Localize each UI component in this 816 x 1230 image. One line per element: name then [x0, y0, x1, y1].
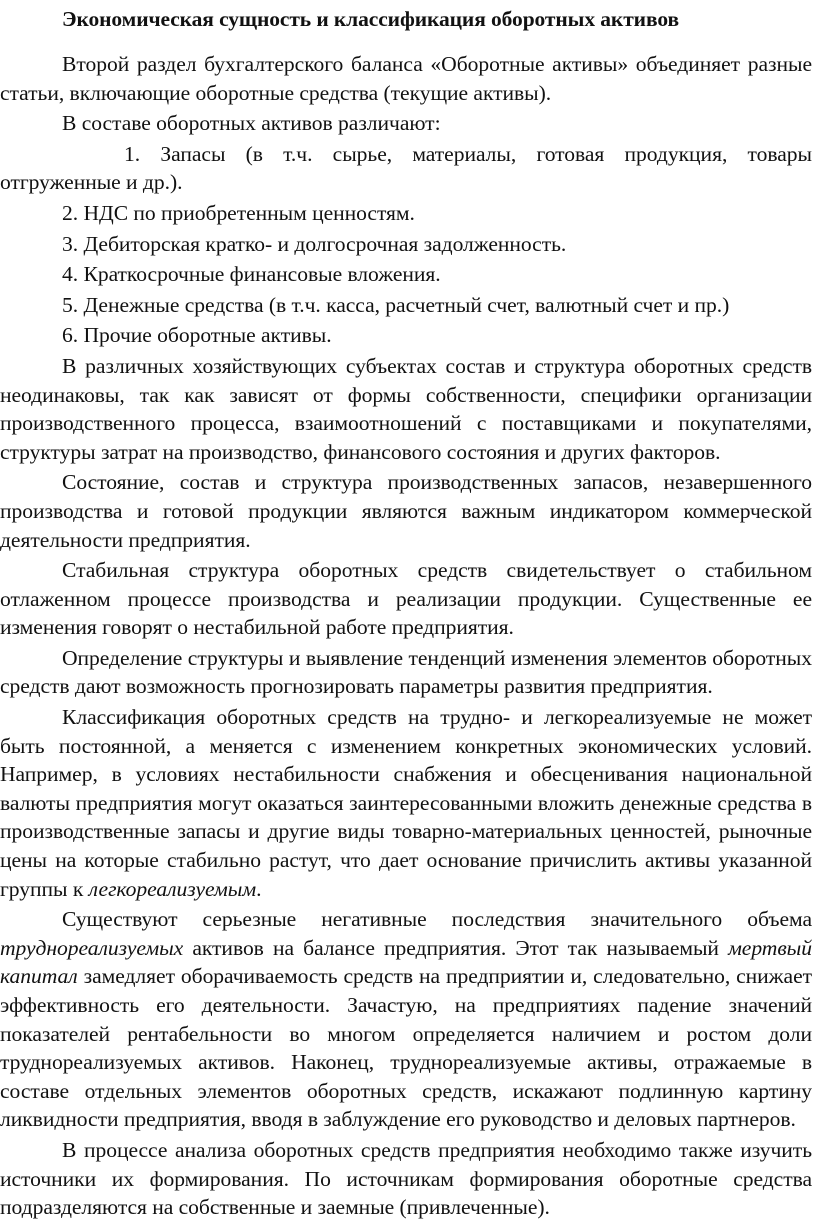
list-item — [0, 230, 812, 259]
list-item-number: 5. — [62, 292, 79, 317]
list-item-number: 3. — [62, 231, 79, 256]
paragraph-classify — [0, 703, 812, 903]
list-item-text: Дебиторская кратко- и долгосрочная задолженность. — [83, 231, 567, 256]
list-item-number: 4. — [62, 262, 79, 287]
paragraph-intro: Второй раздел бухгалтерского баланса «Оборотные активы» объединяет разные статьи, включающие оборотные средства (текущие активы). — [0, 52, 812, 105]
list-item — [0, 321, 812, 350]
list-item-text: Прочие оборотные активы. — [83, 323, 332, 348]
list-item-number: 2. — [62, 200, 79, 225]
paragraph-state: Состояние, состав и структура производственных запасов, незавершенного производства и готовой продукции являются важным индикатором коммерческой деятельности предприятия. — [0, 470, 812, 552]
paragraph-consequences-part2: активов на балансе предприятия. Этот так называемый — [183, 935, 729, 960]
list-item-text: Денежные средства (в т.ч. касса, расчетный счет, валютный счет и пр.) — [83, 292, 730, 317]
list-item — [0, 140, 812, 197]
list-item — [0, 260, 812, 289]
list-item-number: 1. — [124, 141, 141, 166]
emphasis-easily-realizable: легкореализуемым — [88, 876, 257, 901]
list-item-number: 6. — [62, 323, 79, 348]
list-item-text: Запасы (в т.ч. сырье, материалы, готовая продукция, товары отгруженные и др.). — [0, 141, 812, 195]
emphasis-hard-to-realize: труднореализуемых — [0, 935, 184, 960]
paragraph-list-lead: В составе оборотных активов различают: — [62, 111, 441, 136]
document-title: Экономическая сущность и классификация оборотных активов — [62, 7, 679, 31]
list-item — [0, 199, 812, 228]
list-item — [0, 291, 812, 320]
paragraph-classify-end: . — [256, 876, 262, 901]
paragraph-consequences-part3: замедляет оборачиваемость средств на предприятии и, следовательно, снижает эффективность его деятельности. Зачастую, на предприятиях падение значений показателей рентабельности во многом определяется наличием и ростом доли труднореализуемых активов. Наконец, труднореализуемые активы, отражаемые в составе отдельных элементов оборотных средств, искажают подлинную картину ликвидности предприятия, вводя в заблуждение его руководство и деловых партнеров. — [0, 964, 812, 1132]
paragraph-consequences-part1: Существуют серьезные негативные последствия значительного объема — [62, 907, 812, 932]
paragraph-classify-text: Классификация оборотных средств на трудно- и легкореализуемые не может быть постоянной, а меняется с изменением конкретных экономических условий. Например, в условиях нестабильности снабжения и обесценивания национальной валюты предприятия могут оказаться заинтересованными вложить денежные средства в производственные запасы и другие виды товарно-материальных ценностей, рыночные цены на которые стабильно растут, что дает основание причислить активы указанной группы к — [0, 705, 812, 901]
emphasis-dead-capital: мертвый капитал — [0, 935, 812, 989]
paragraph-stable: Стабильная структура оборотных средств свидетельствует о стабильном отлаженном процессе производства и реализации продукции. Существенные ее изменения говорят о нестабильной работе предприятия. — [0, 558, 812, 640]
paragraph-define: Определение структуры и выявление тенденций изменения элементов оборотных средств дают возможность прогнозировать параметры развития предприятия. — [0, 645, 812, 699]
list-item-text: НДС по приобретенным ценностям. — [83, 200, 415, 225]
list-item-text: Краткосрочные финансовые вложения. — [83, 262, 441, 287]
paragraph-consequences — [0, 905, 812, 1134]
assets-list — [0, 140, 812, 350]
paragraph-sources: В процессе анализа оборотных средств предприятия необходимо также изучить источники их формирования. По источникам формирования оборотные средства подразделяются на собственные и заемные (привлеченные). — [0, 1137, 812, 1220]
paragraph-structure: В различных хозяйствующих субъектах состав и структура оборотных средств неодинаковы, так как зависят от формы собственности, специфики организации производственного процесса, взаимоотношений с поставщиками и покупателями, структуры затрат на производство, финансового состояния и других факторов. — [0, 353, 812, 464]
